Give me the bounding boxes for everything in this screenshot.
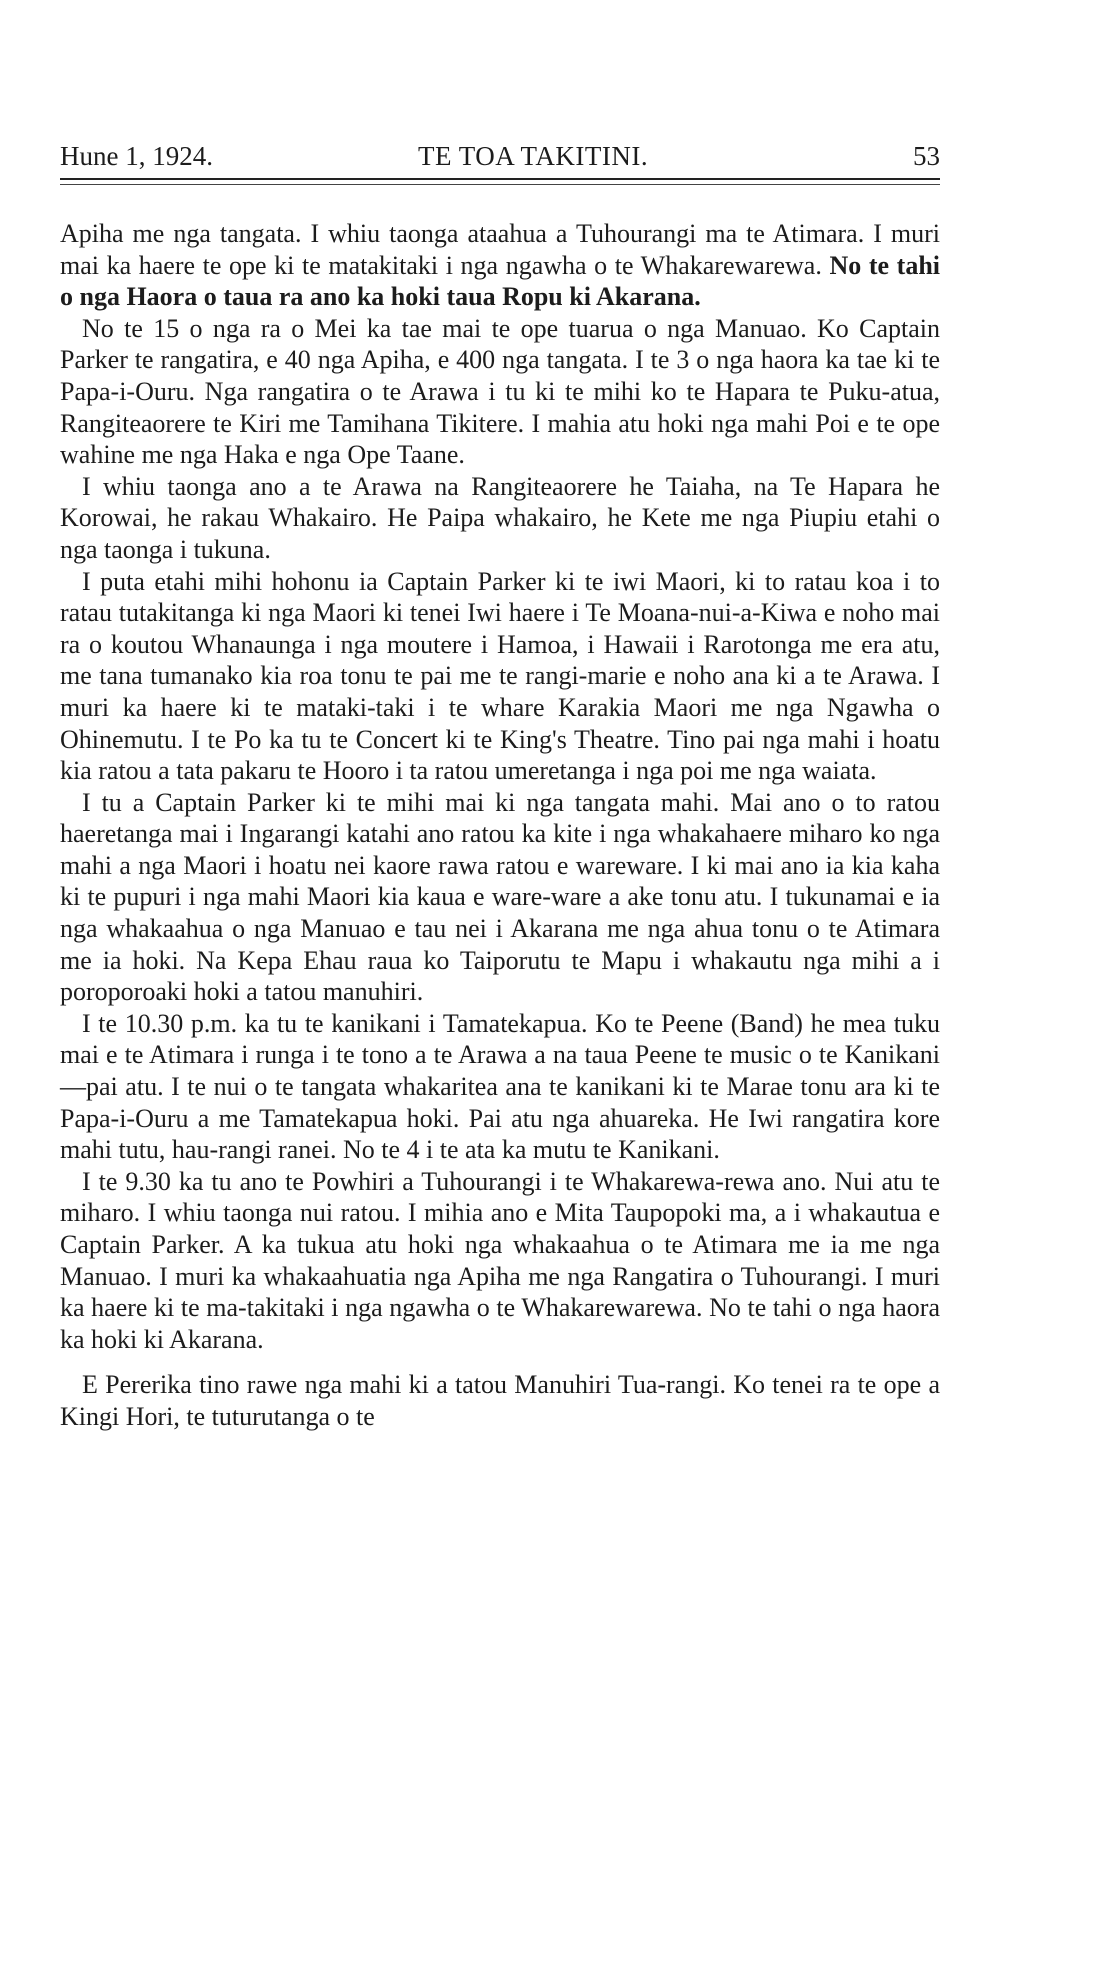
header-rule-thin	[60, 184, 940, 185]
running-header	[60, 138, 940, 174]
paragraph-1-bold-text: No te tahi o nga Haora o taua ra ano ka hoki taua Ropu ki Akarana.	[60, 250, 941, 312]
header-rule	[60, 178, 940, 180]
publication-title: TE TOA TAKITINI.	[418, 141, 649, 171]
paragraph-8: E Pererika tino rawe nga mahi ki a tatou Manuhiri Tua-rangi. Ko tenei ra te ope a Kingi Hori, te tuturutanga o te	[60, 1370, 940, 1431]
paragraph-3: I whiu taonga ano a te Arawa na Rangiteaorere he Taiaha, na Te Hapara he Korowai, he rakau Whakairo. He Paipa whakairo, he Kete me nga Piupiu etahi o nga taonga i tukuna.	[60, 471, 940, 564]
paragraph-4: I puta etahi mihi hohonu ia Captain Parker ki te iwi Maori, ki to ratau koa i to ratau tutakitanga ki nga Maori ki tenei Iwi haere i Te Moana-nui-a-Kiwa e noho mai ra o koutou Whanaunga i nga moutere i Hamoa, i Hawaii i Rarotonga me era atu, me tana tumanako kia roa tonu te pai me te rangi-marie e noho ana ki a te Arawa. I muri ka haere ki te mataki-taki i te whare Karakia Maori me nga Ngawha o Ohinemutu. I te Po ka tu te Concert ki te King's Theatre. Tino pai nga mahi i hoatu kia ratou a tata pakaru te Hooro i ta ratou umeretanga i nga poi me nga waiata.	[60, 566, 940, 786]
page-number: 53	[913, 141, 940, 171]
article-body	[60, 218, 940, 1433]
paragraph-5: I tu a Captain Parker ki te mihi mai ki nga tangata mahi. Mai ano o to ratou haeretanga mai i Ingarangi katahi ano ratou ka kite i nga whakahaere miharo ko nga mahi a nga Maori i hoatu nei kaore rawa ratou e wareware. I ki mai ano ia kia kaha ki te pupuri i nga mahi Maori kia kaua e ware-ware a ake tonu atu. I tukunamai e ia nga whakaahua o nga Manuao e tau nei i Akarana me nga ahua tonu o te Atimara me ia hoki. Na Kepa Ehau raua ko Taiporutu te Mapu i whakautu nga mihi a i poroporoaki hoki a tatou manuhiri.	[60, 787, 940, 1007]
issue-date: Hune 1, 1924.	[60, 141, 213, 171]
page	[60, 138, 940, 1433]
paragraph-1-text: Apiha me nga tangata. I whiu taonga ataahua a Tuhourangi ma te Atimara. I muri mai ka haere te ope ki te matakitaki i nga ngawha o te Whakarewarewa.	[60, 219, 940, 280]
paragraph-1	[60, 218, 940, 313]
paragraph-7: I te 9.30 ka tu ano te Powhiri a Tuhourangi i te Whakarewa-rewa ano. Nui atu te miharo. I whiu taonga nui ratou. I mihia ano e Mita Taupopoki ma, a i whakautua e Captain Parker. A ka tukua atu hoki nga whakaahua o te Atimara me ia me nga Manuao. I muri ka whakaahuatia nga Apiha me nga Rangatira o Tuhourangi. I muri ka haere ki te ma-takitaki i nga ngawha o te Whakarewarewa. No te tahi o nga haora ka hoki ki Akarana.	[60, 1166, 940, 1354]
paragraph-2: No te 15 o nga ra o Mei ka tae mai te ope tuarua o nga Manuao. Ko Captain Parker te rangatira, e 40 nga Apiha, e 400 nga tangata. I te 3 o nga haora ka tae ki te Papa-i-Ouru. Nga rangatira o te Arawa i tu ki te mihi ko te Hapara te Puku-atua, Rangiteaorere te Kiri me Tamihana Tikitere. I mahia atu hoki nga mahi Poi e te ope wahine me nga Haka e nga Ope Taane.	[60, 313, 940, 470]
paragraph-6: I te 10.30 p.m. ka tu te kanikani i Tamatekapua. Ko te Peene (Band) he mea tuku mai e te Atimara i runga i te tono a te Arawa a na taua Peene te music o te Kanikani—pai atu. I te nui o te tangata whakaritea ana te kanikani ki te Marae tonu ara ki te Papa-i-Ouru a me Tamatekapua hoki. Pai atu nga ahuareka. He Iwi rangatira kore mahi tutu, hau-rangi ranei. No te 4 i te ata ka mutu te Kanikani.	[60, 1008, 940, 1165]
